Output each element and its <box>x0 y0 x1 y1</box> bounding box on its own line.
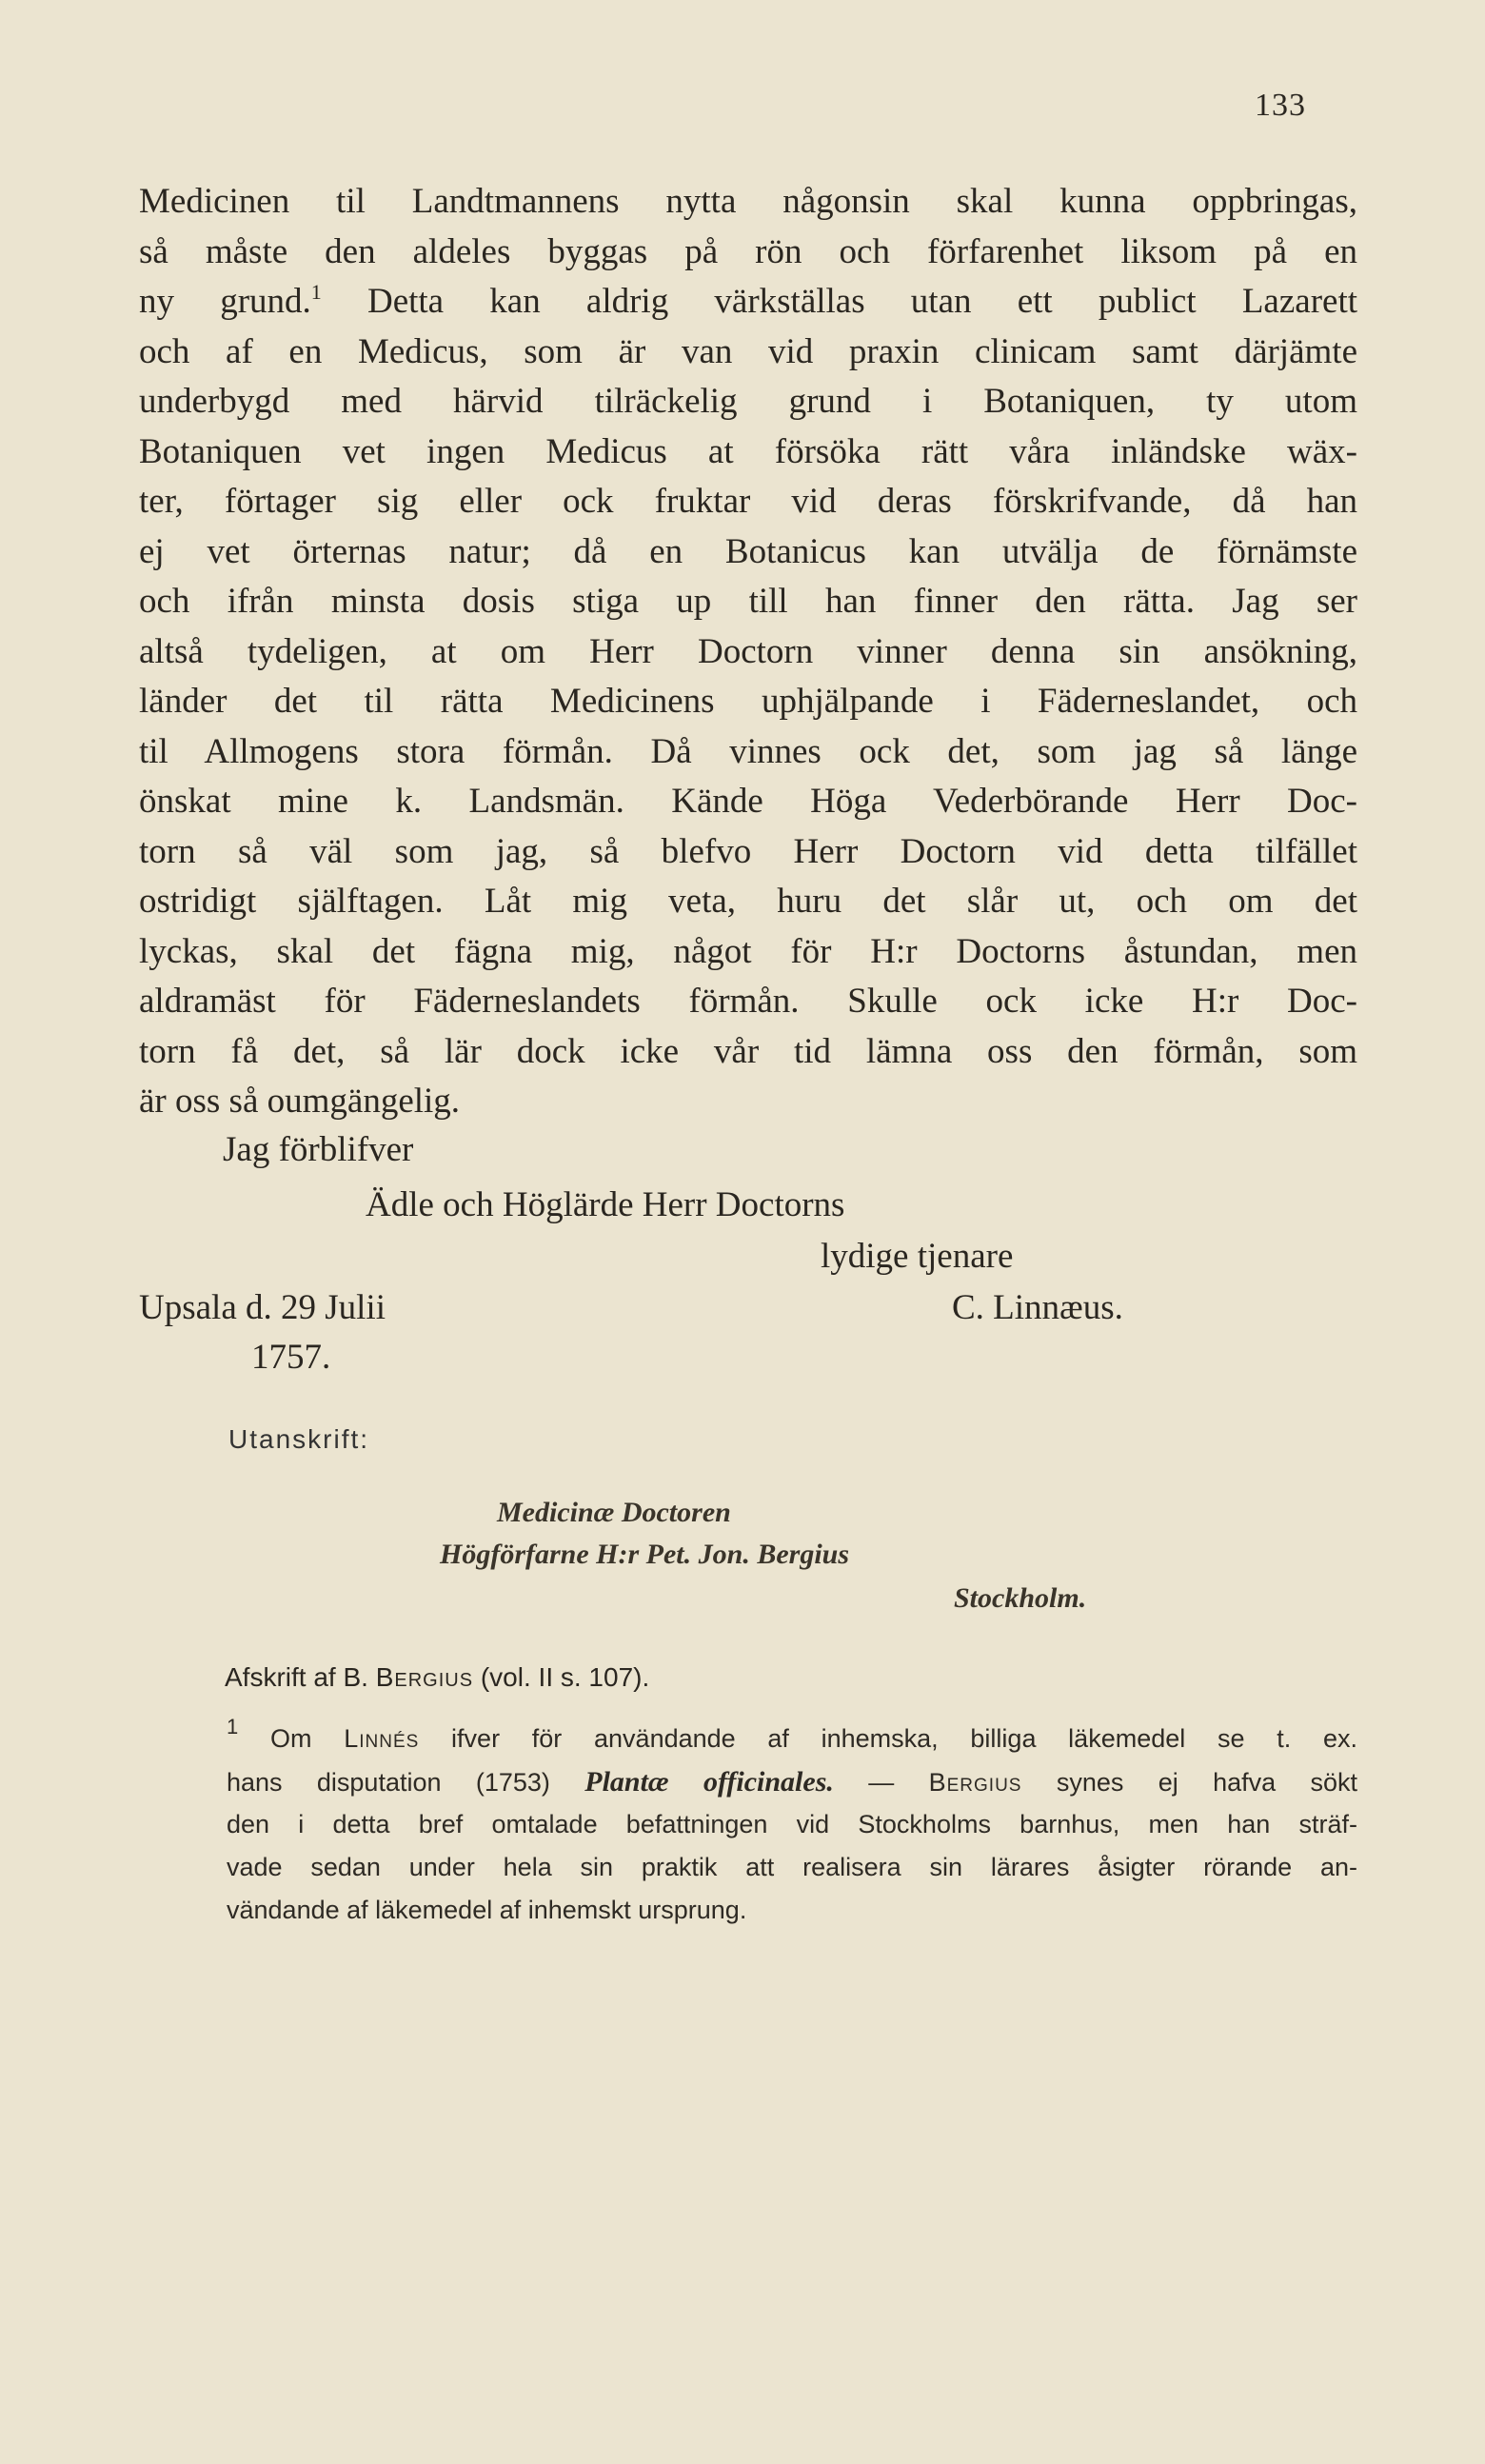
body-line-with-footnote <box>139 277 1357 328</box>
signature: C. Linnæus. <box>952 1288 1123 1327</box>
body-line: ej vet örternas natur; då en Botanicus kan utvälja de förnämste <box>139 531 1357 571</box>
body-line: torn så väl som jag, så blefvo Herr Doctorn vid detta tilfället <box>139 831 1357 871</box>
source-name: Bergius <box>375 1662 474 1692</box>
footnote-name: Bergius <box>928 1768 1022 1797</box>
year: 1757. <box>251 1338 331 1377</box>
footnote-marker: 1 <box>227 1715 239 1739</box>
source-note <box>225 1662 649 1693</box>
footnote-work-title: Plantæ officinales. <box>584 1766 834 1798</box>
footnote-line <box>227 1715 1357 1760</box>
body-line: Botaniquen vet ingen Medicus at försöka rätt våra inländske wäx- <box>139 431 1357 471</box>
closing-servant: lydige tjenare <box>821 1237 1014 1276</box>
closing-phrase: Jag förblifver <box>223 1130 414 1169</box>
body-line: torn få det, så lär dock icke vår tid lämna oss den förmån, som <box>139 1031 1357 1071</box>
footnote-line <box>227 1760 1357 1803</box>
body-line: och af en Medicus, som är van vid praxin clinicam samt därjämte <box>139 331 1357 371</box>
body-line: altså tydeligen, at om Herr Doctorn vinner denna sin ansökning, <box>139 631 1357 671</box>
footnote-text: synes ej hafva sökt <box>1056 1768 1357 1797</box>
closing-salutation: Ädle och Höglärde Herr Doctorns <box>366 1185 845 1224</box>
footnote-text: ifver för användande af inhemska, billiga läkemedel se t. ex. <box>451 1724 1357 1753</box>
body-line: önskat mine k. Landsmän. Kände Höga Vederbörande Herr Doc- <box>139 782 1357 821</box>
body-line: är oss så oumgängelig. <box>139 1082 461 1121</box>
source-suffix: (vol. II s. 107). <box>480 1662 650 1692</box>
body-line: til Allmogens stora förmån. Då vinnes ock det, som jag så länge <box>139 731 1357 771</box>
body-line: och ifrån minsta dosis stiga up till han finner den rätta. Jag ser <box>139 582 1357 621</box>
body-line: länder det til rätta Medicinens uphjälpande i Fäderneslandet, och <box>139 682 1357 721</box>
body-line: så måste den aldeles byggas på rön och förfarenhet liksom på en <box>139 231 1357 271</box>
footnote-name: Linnés <box>344 1724 420 1753</box>
address-line: Högförfarne H:r Pet. Jon. Bergius <box>440 1539 850 1570</box>
body-line: lyckas, skal det fägna mig, något för H:r Doctorns åstundan, men <box>139 931 1357 971</box>
footnote-line: vändande af läkemedel af inhemskt ursprung. <box>227 1896 747 1924</box>
footnote-text: Om <box>269 1724 312 1753</box>
utanskrift-label: Utanskrift: <box>228 1424 370 1454</box>
body-line: underbygd med härvid tilräckelig grund i Botaniquen, ty utom <box>139 382 1357 421</box>
footnote-line: vade sedan under hela sin praktik att realisera sin lärares åsigter rörande an- <box>227 1853 1357 1881</box>
address-line: Stockholm. <box>954 1582 1087 1614</box>
place-date: Upsala d. 29 Julii <box>139 1288 386 1327</box>
body-line: Medicinen til Landtmannens nytta någonsin skal kunna oppbringas, <box>139 182 1357 221</box>
source-prefix: Afskrift af B. <box>225 1662 368 1692</box>
body-line: aldramäst för Fäderneslandets förmån. Skulle ock icke H:r Doc- <box>139 982 1357 1021</box>
letter-body <box>139 177 1357 1127</box>
page-number: 133 <box>1255 88 1306 123</box>
footnote <box>227 1715 1357 1932</box>
footnote-text: hans disputation (1753) <box>227 1768 550 1797</box>
body-line-start: ny grund. <box>139 282 311 321</box>
body-line: ter, förtager sig eller ock fruktar vid deras förskrifvande, då han <box>139 482 1357 521</box>
footnote-line: den i detta bref omtalade befattningen vid Stockholms barnhus, men han sträf- <box>227 1810 1357 1838</box>
footnote-reference: 1 <box>310 280 322 304</box>
address-line: Medicinæ Doctoren <box>497 1497 731 1528</box>
body-line: ostridigt själftagen. Låt mig veta, huru det slår ut, och om det <box>139 882 1357 921</box>
body-line-rest: Detta kan aldrig värkställas utan ett publict Lazarett <box>366 282 1357 321</box>
footnote-dash: — <box>868 1768 895 1797</box>
